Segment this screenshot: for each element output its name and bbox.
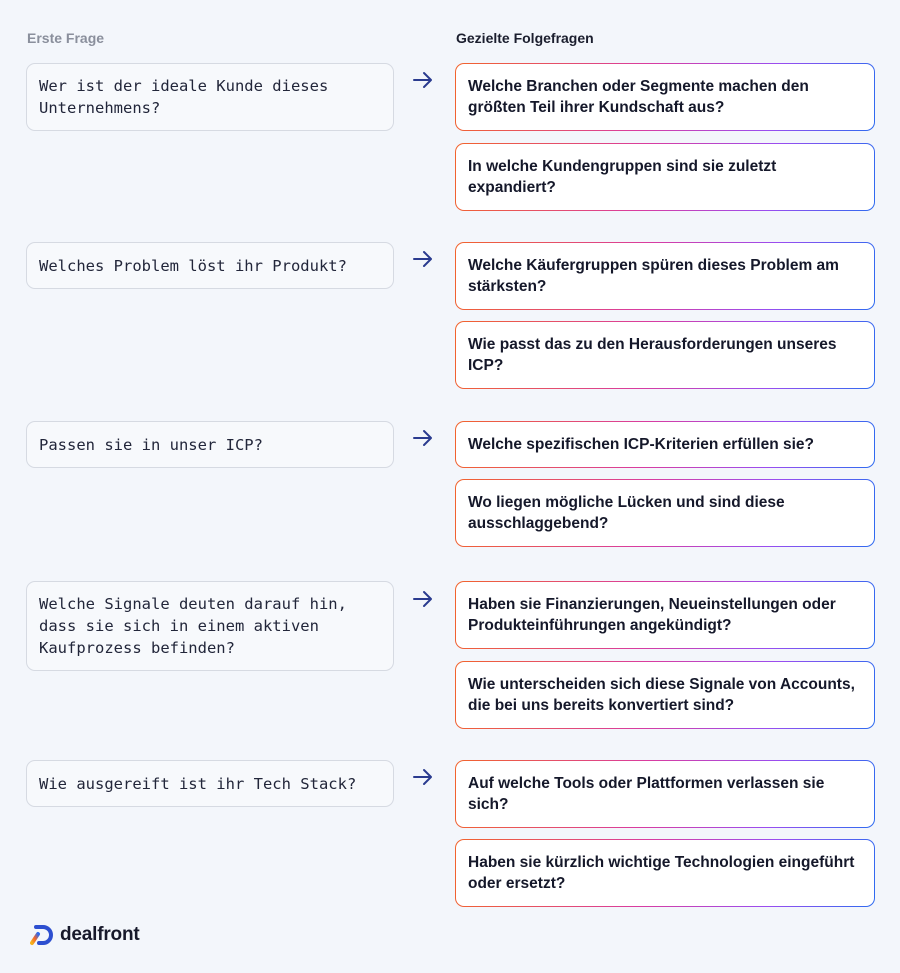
- question-card-5: Wie ausgereift ist ihr Tech Stack?: [26, 760, 394, 807]
- followup-card-1a: Welche Branchen oder Segmente machen den größten Teil ihrer Kundschaft aus?: [455, 63, 875, 131]
- dealfront-logo: [30, 924, 139, 946]
- question-card-3: Passen sie in unser ICP?: [26, 421, 394, 468]
- followup-card-1b: In welche Kundengruppen sind sie zuletzt expandiert?: [455, 143, 875, 211]
- followup-card-3b: Wo liegen mögliche Lücken und sind diese ausschlaggebend?: [455, 479, 875, 547]
- arrow-right-icon: [412, 248, 434, 270]
- followup-card-2b: Wie passt das zu den Herausforderungen unseres ICP?: [455, 321, 875, 389]
- column-header-followups: Gezielte Folgefragen: [456, 30, 594, 46]
- arrow-right-icon: [412, 427, 434, 449]
- column-header-first-question: Erste Frage: [27, 30, 105, 46]
- followup-card-5b: Haben sie kürzlich wichtige Technologien eingeführt oder ersetzt?: [455, 839, 875, 907]
- followup-card-2a: Welche Käufergruppen spüren dieses Problem am stärksten?: [455, 242, 875, 310]
- arrow-right-icon: [412, 766, 434, 788]
- followup-card-5a: Auf welche Tools oder Plattformen verlassen sie sich?: [455, 760, 875, 828]
- question-card-4: Welche Signale deuten darauf hin, dass sie sich in einem aktiven Kaufprozess befinden?: [26, 581, 394, 671]
- question-card-2: Welches Problem löst ihr Produkt?: [26, 242, 394, 289]
- followup-card-3a: Welche spezifischen ICP-Kriterien erfüllen sie?: [455, 421, 875, 468]
- dealfront-logo-icon: [30, 924, 54, 946]
- arrow-right-icon: [412, 69, 434, 91]
- followup-card-4a: Haben sie Finanzierungen, Neueinstellungen oder Produkteinführungen angekündigt?: [455, 581, 875, 649]
- followup-card-4b: Wie unterscheiden sich diese Signale von Accounts, die bei uns bereits konvertiert sind?: [455, 661, 875, 729]
- brand-name: dealfront: [60, 924, 140, 945]
- arrow-right-icon: [412, 588, 434, 610]
- question-card-1: Wer ist der ideale Kunde dieses Unternehmens?: [26, 63, 394, 131]
